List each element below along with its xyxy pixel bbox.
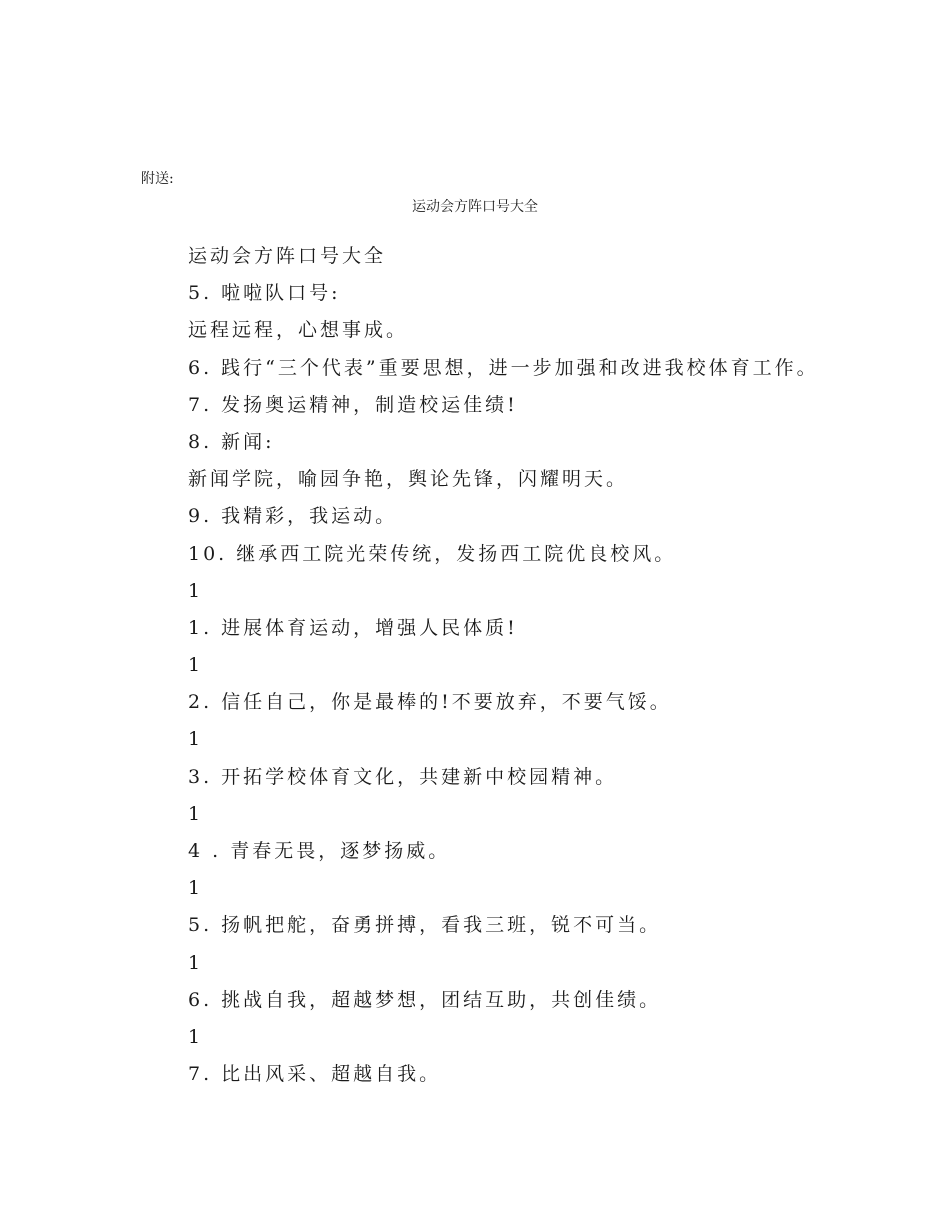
- slogan-line: 5. 扬帆把舵，奋勇拼搏，看我三班，锐不可当。: [188, 914, 662, 937]
- slogan-line: 6. 践行“三个代表”重要思想，进一步加强和改进我校体育工作。: [188, 356, 819, 379]
- slogan-line: 新闻学院，喻园争艳，舆论先锋，闪耀明天。: [188, 468, 629, 491]
- footnote-marker: 1: [188, 951, 204, 974]
- document-title: 运动会方阵口号大全: [412, 199, 538, 215]
- slogan-line: 6. 挑战自我，超越梦想，团结互助，共创佳绩。: [188, 988, 662, 1011]
- footnote-marker: 1: [188, 1025, 204, 1048]
- slogan-line: 10. 继承西工院光荣传统，发扬西工院优良校风。: [188, 542, 677, 565]
- footnote-marker: 1: [188, 654, 204, 677]
- footnote-marker: 1: [188, 579, 204, 602]
- attachment-label: 附送:: [141, 171, 174, 187]
- footnote-marker: 1: [188, 802, 204, 825]
- slogan-line: 1. 进展体育运动，增强人民体质!: [188, 616, 518, 639]
- slogan-line: 运动会方阵口号大全: [188, 245, 387, 267]
- slogan-list: [188, 238, 908, 1093]
- slogan-line: 9. 我精彩，我运动。: [188, 505, 398, 528]
- slogan-line: 远程远程，心想事成。: [188, 319, 409, 342]
- slogan-line: 3. 开拓学校体育文化，共建新中校园精神。: [188, 765, 618, 788]
- slogan-line: 2. 信任自己，你是最棒的!不要放弃，不要气馁。: [188, 691, 672, 714]
- slogan-line: 7. 发扬奥运精神，制造校运佳绩!: [188, 393, 518, 416]
- footnote-marker: 1: [188, 728, 204, 751]
- footnote-marker: 1: [188, 877, 204, 900]
- slogan-line: 8. 新闻:: [188, 430, 275, 453]
- slogan-line: 5. 啦啦队口号:: [188, 282, 341, 305]
- slogan-line: 4 . 青春无畏，逐梦扬威。: [188, 840, 451, 862]
- slogan-line: 7. 比出风采、超越自我。: [188, 1063, 442, 1086]
